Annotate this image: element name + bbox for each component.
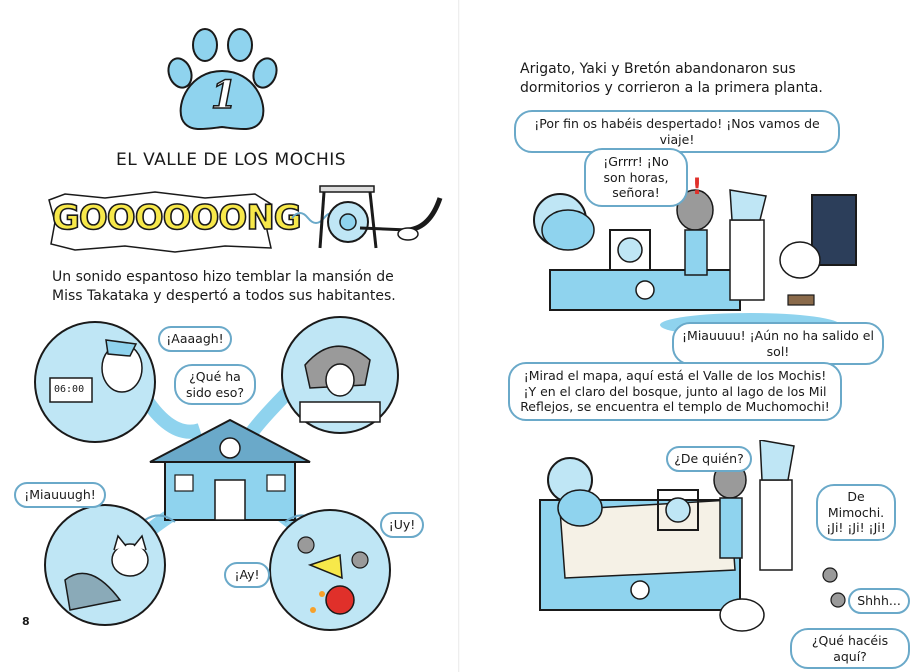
bubble-miauuugh: ¡Miauuugh! (14, 482, 106, 508)
page-number: 8 (22, 615, 30, 628)
bubble-shhh: Shhh... (848, 588, 910, 614)
bubble-ay: ¡Ay! (224, 562, 270, 588)
right-page (460, 0, 920, 672)
bubble-de-mimochi: De Mimochi. ¡Ji! ¡Ji! ¡Ji! (816, 484, 896, 541)
alarm-clock-display: 06:00 (54, 384, 85, 395)
alert-icon: ! (692, 175, 703, 200)
sound-effect-text: GOOOOOONG (52, 198, 301, 238)
chapter-title: EL VALLE DE LOS MOCHIS (116, 150, 347, 170)
bubble-mirad: ¡Mirad el mapa, aquí está el Valle de los Mochis! ¡Y en el claro del bosque, junto al lago de los Mil Reflejos, se encuentra el templo de Muchomochi! (508, 362, 842, 421)
bubble-de-quien: ¿De quién? (666, 446, 752, 472)
bubble-por-fin: ¡Por fin os habéis despertado! ¡Nos vamos de viaje! (514, 110, 840, 153)
bubble-que-haceis: ¿Qué hacéis aquí? (790, 628, 910, 669)
bubble-grrrr: ¡Grrrr! ¡No son horas, señora! (584, 148, 688, 207)
gong-illustration (290, 178, 450, 258)
right-narration: Arigato, Yaki y Bretón abandonaron sus dormitorios y corrieron a la primera planta. (520, 61, 823, 96)
bubble-que-ha-sido: ¿Qué ha sido eso? (174, 364, 256, 405)
bubble-uy: ¡Uy! (380, 512, 424, 538)
bubble-miauuuu: ¡Miauuuu! ¡Aún no ha salido el sol! (672, 322, 884, 365)
left-narration: Un sonido espantoso hizo temblar la mansión de Miss Takataka y despertó a todos sus habitantes. (52, 269, 396, 304)
bubble-aaaagh: ¡Aaaagh! (158, 326, 232, 352)
chapter-number: 1 (210, 72, 238, 117)
